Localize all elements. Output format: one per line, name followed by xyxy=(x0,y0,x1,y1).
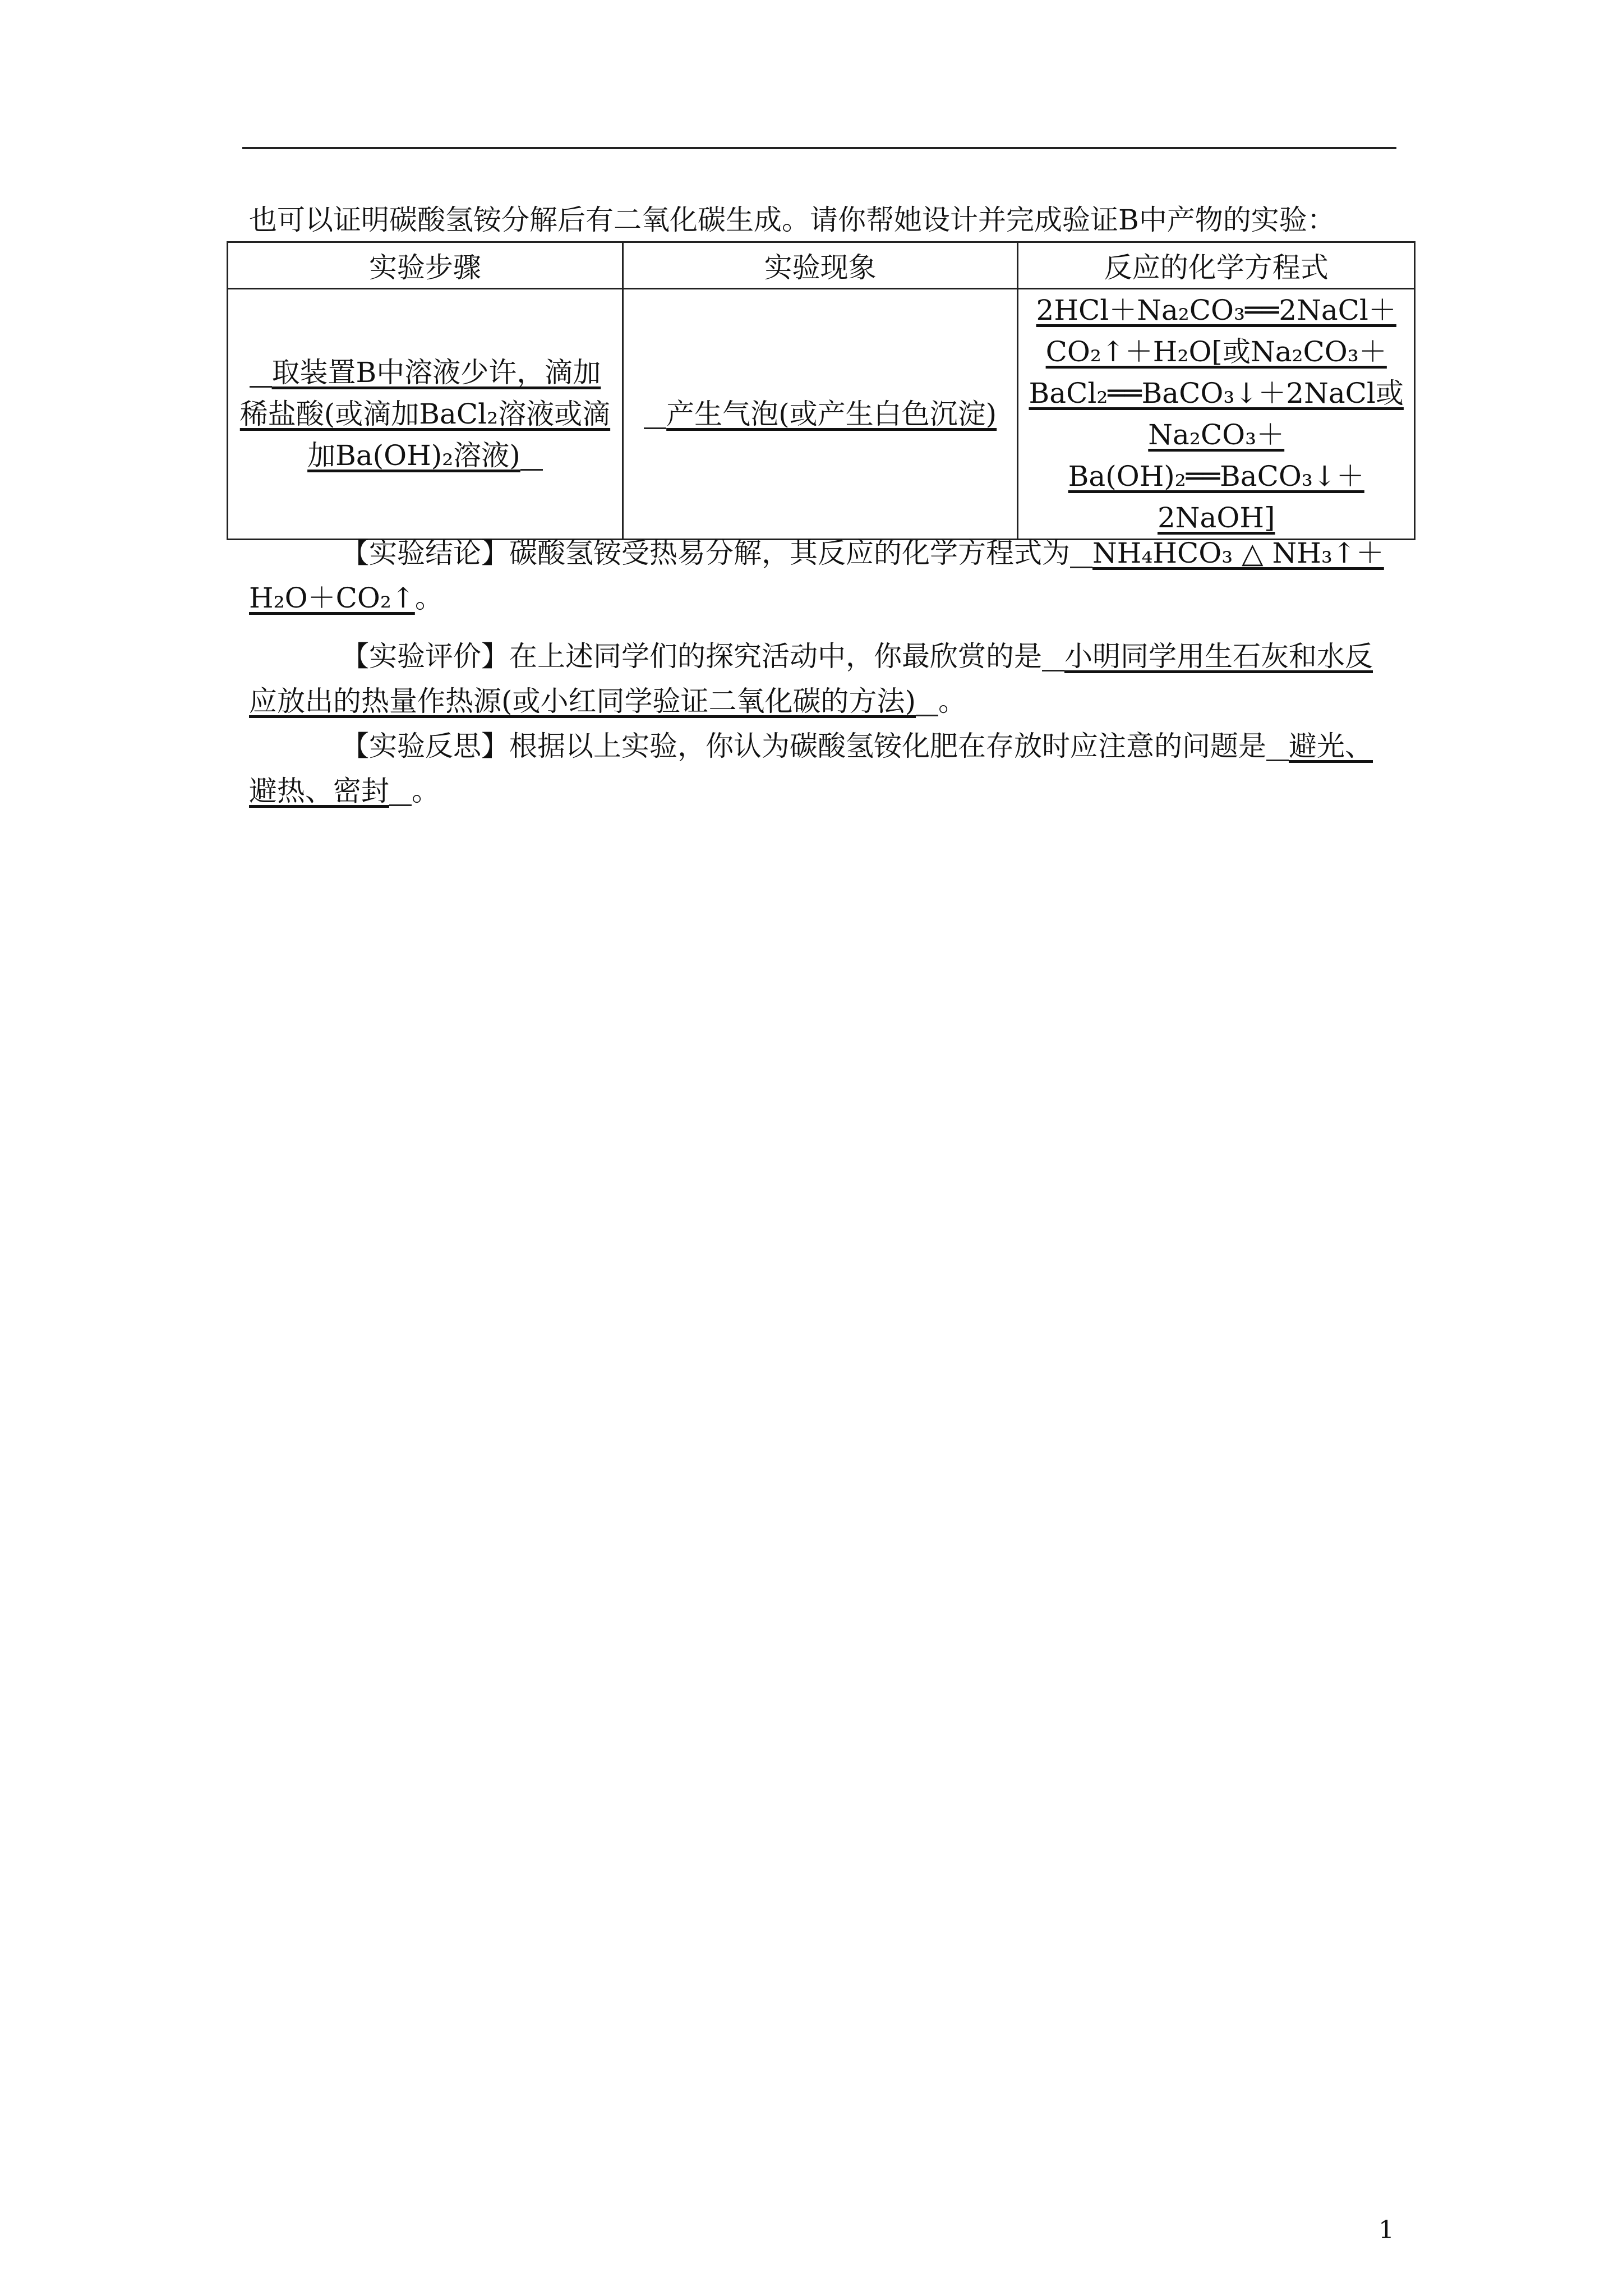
table-header-row xyxy=(228,242,1415,289)
evaluation-answer: 小明同学用生石灰和水反应放出的热量作热源(或小红同学验证二氧化碳的方法) xyxy=(249,640,1373,717)
phenomenon-answer: 产生气泡(或产生白色沉淀) xyxy=(666,398,997,430)
conclusion-label: 【实验结论】 xyxy=(341,537,509,569)
conclusion-equation: NH₄HCO₃ △ NH₃↑＋H₂O＋CO₂↑ xyxy=(249,537,1384,614)
answer-blank xyxy=(250,358,272,388)
header-phenomenon: 实验现象 xyxy=(623,242,1018,289)
reflection-text: 根据以上实验，你认为碳酸氢铵化肥在存放时应注意的问题是 xyxy=(509,730,1266,762)
conclusion-paragraph xyxy=(249,531,1396,620)
header-steps: 实验步骤 xyxy=(228,242,623,289)
evaluation-text: 在上述同学们的探究活动中，你最欣赏的是 xyxy=(509,640,1042,673)
step-answer: 取装置B中溶液少许，滴加稀盐酸(或滴加BaCl₂溶液或滴加Ba(OH)₂溶液) xyxy=(239,356,611,472)
table-row xyxy=(228,289,1415,540)
answer-blank xyxy=(1070,539,1092,568)
answer-blank xyxy=(1266,731,1289,761)
intro-text: 也可以证明碳酸氢铵分解后有二氧化碳生成。请你帮她设计并完成验证B中产物的实验： xyxy=(249,204,1335,236)
cell-phenomenon xyxy=(623,289,1018,540)
conclusion-text: 碳酸氢铵受热易分解，其反应的化学方程式为 xyxy=(509,537,1070,569)
cell-equation xyxy=(1018,289,1415,540)
answer-blank xyxy=(644,399,666,429)
cell-step xyxy=(228,289,623,540)
answer-blank xyxy=(520,441,543,471)
page-number: 1 xyxy=(1378,2216,1394,2244)
reflection-paragraph xyxy=(249,724,1396,813)
evaluation-label: 【实验评价】 xyxy=(341,640,509,673)
reflection-answer: 避光、避热、密封 xyxy=(249,730,1373,807)
answer-blank xyxy=(389,776,412,806)
reflection-end: 。 xyxy=(412,775,440,807)
answer-blank xyxy=(1042,642,1064,671)
header-equation: 反应的化学方程式 xyxy=(1018,242,1415,289)
reflection-label: 【实验反思】 xyxy=(341,730,509,762)
conclusion-end: 。 xyxy=(414,582,443,614)
equation-answer: 2HCl＋Na₂CO₃══2NaCl＋CO₂↑＋H₂O[或Na₂CO₃＋BaCl₂══BaCO₃↓＋2NaCl或Na₂CO₃＋Ba(OH)₂══BaCO₃↓＋2NaOH] xyxy=(1029,294,1404,534)
evaluation-end: 。 xyxy=(938,685,967,717)
experiment-table xyxy=(227,241,1415,540)
evaluation-paragraph xyxy=(249,634,1396,724)
answer-blank xyxy=(916,687,938,716)
header-rule xyxy=(242,147,1396,149)
